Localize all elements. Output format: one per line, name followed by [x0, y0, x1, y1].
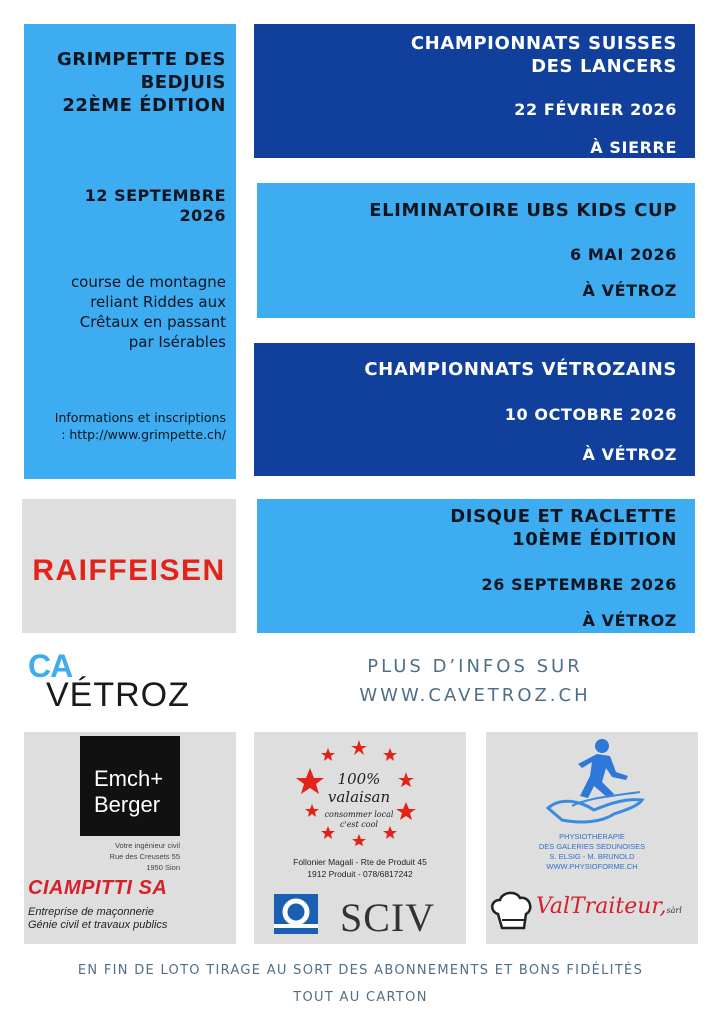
follonier-address: Follonier Magali - Rte de Produit 45 1912 Produit - 078/6817242: [293, 857, 427, 879]
sciv-logo: SCIV: [340, 895, 436, 940]
footer-line-1: EN FIN DE LOTO TIRAGE AU SORT DES ABONNEMENTS ET BONS FIDÉLITÉS: [77, 963, 644, 978]
event-date: 10 OCTOBRE 2026: [504, 405, 677, 424]
event-place: À VÉTROZ: [582, 611, 677, 630]
event-title: DISQUE ET RACLETTE 10ÈME ÉDITION: [450, 506, 677, 550]
grimpette-title: GRIMPETTE DES BEDJUIS 22ÈME ÉDITION: [57, 49, 226, 116]
ciampitti-logo: CIAMPITTI SA: [28, 877, 168, 899]
event-ubs-kids-cup: [257, 183, 695, 318]
grimpette-date: 12 SEPTEMBRE 2026: [84, 186, 226, 225]
event-place: À VÉTROZ: [582, 281, 677, 300]
event-title: CHAMPIONNATS VÉTROZAINS: [364, 359, 677, 380]
event-date: 22 FÉVRIER 2026: [514, 100, 677, 119]
event-title: CHAMPIONNATS SUISSES DES LANCERS: [410, 33, 677, 77]
sponsor-physio-valtraiteur: [486, 732, 698, 944]
event-disque-et-raclette: [257, 499, 695, 633]
grimpette-description: course de montagne reliant Riddes aux Crêtaux en passant par Isérables: [70, 273, 226, 351]
event-championnats-suisses: [254, 24, 695, 158]
ciampitti-subtitle: Entreprise de maçonnerie Génie civil et travaux publics: [28, 906, 168, 931]
raiffeisen-logo: RAIFFEISEN: [22, 499, 236, 633]
emch-address: Votre ingénieur civil Rue des Creusets 55 1950 Sion: [109, 841, 180, 872]
valtraiteur-logo: ValTraiteur,sàrl: [536, 894, 682, 919]
sponsor-emch-ciampitti: [24, 732, 236, 944]
grimpette-info-link[interactable]: Informations et inscriptions : http://www.grimpette.ch/: [54, 410, 226, 442]
emch-berger-logo: Emch+ Berger: [80, 736, 180, 836]
event-place: À SIERRE: [590, 138, 677, 157]
ca-vetroz-logo: CA VÉTROZ: [28, 648, 190, 714]
website-link[interactable]: WWW.CAVETROZ.CH: [359, 685, 591, 706]
event-place: À VÉTROZ: [582, 445, 677, 464]
chef-hat-icon: [488, 890, 536, 932]
runner-hand-icon: [542, 736, 652, 831]
physio-text: PHYSIOTHERAPIE DES GALERIES SEDUNOISES S. ELSIG - M. BRUNOLD WWW.PHYSIOFORME.CH: [538, 832, 646, 871]
event-championnats-vetrozains: [254, 343, 695, 476]
sponsor-valaisan-sciv: [254, 732, 466, 944]
event-date: 26 SEPTEMBRE 2026: [481, 575, 677, 594]
event-title: ELIMINATOIRE UBS KIDS CUP: [369, 200, 677, 221]
grimpette-panel: [24, 24, 236, 479]
sciv-mark-icon: [274, 894, 318, 934]
more-info: PLUS D’INFOS SUR WWW.CAVETROZ.CH: [290, 652, 660, 710]
event-date: 6 MAI 2026: [569, 245, 677, 264]
valaisan-logo: 100% valaisan consommer local c'est cool: [294, 738, 424, 848]
footer-line-2: TOUT AU CARTON: [293, 990, 428, 1005]
